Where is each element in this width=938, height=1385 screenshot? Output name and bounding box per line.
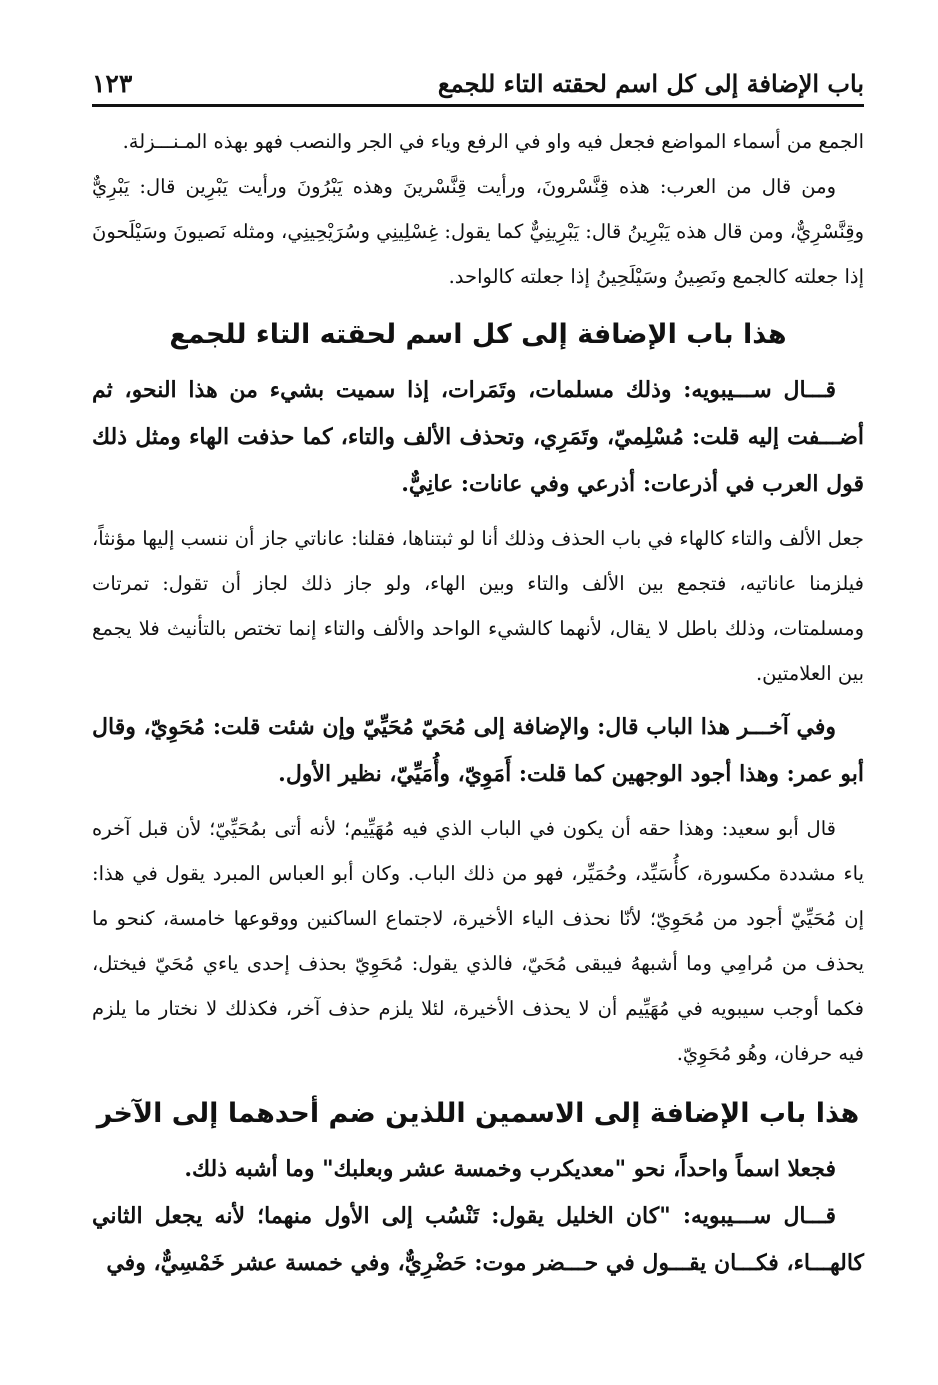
commentary-paragraph: قال أبو سعيد: وهذا حقه أن يكون في الباب الذي فيه مُهَيِّيم؛ لأنه أتى بمُحَيِّيّ؛ لأن قبل آخره ياء مشددة مكسورة، كأُسَيِّد، وحُمَيِّر، فهو من ذلك الباب. وكان أبو العباس المبرد يقول في هذا: إن مُحَيِّيّ أجود من مُحَوِيّ؛ لأنّا نحذف الياء الأخيرة، لاجتماع الساكنين ووقوعها خامسة، كنحو ما يحذف من مُرامِي وما أشبههُ فيبقى مُحَيّ، فالذي يقول: مُحَوِيّ بحذف إحدى ياءي مُحَيّ فيختل، فكما أوجب سيبويه في مُهَيِّيم أن لا يحذف الأخيرة، لئلا يلزم حذف آخر، فكذلك لا نختار ما يلزم فيه حرفان، وهُو مُحَوِيّ. <box>92 817 864 1065</box>
chapter-heading: هذا باب الإضافة إلى الاسمين اللذين ضم أحدهما إلى الآخر <box>96 1098 860 1129</box>
page-body <box>92 119 864 1287</box>
sibawayh-text-paragraph: قـــال ســـيبويه: "كان الخليل يقول: تَنْسُب إلى الأول منهما؛ لأنه يجعل الثاني كالهـــاء، فكـــان يقـــول في حـــضر موت: حَضْرِيٌّ، وفي خمسة عشر خَمْسِيٌّ، وفي <box>92 1203 864 1276</box>
sibawayh-text-paragraph: قـــال ســـيبويه: وذلك مسلمات، وتَمَرات، إذا سميت بشيء من هذا النحو، ثم أضـــفت إليه قلت: مُسْلِميّ، وتَمَرِي، وتحذف الألف والتاء، كما حذفت الهاء ومثل ذلك قول العرب في أذرعات: أذرعي وفي عانات: عانِيٌّ. <box>92 377 864 497</box>
book-page <box>92 40 864 1287</box>
page-header <box>92 40 864 107</box>
running-title: باب الإضافة إلى كل اسم لحقته التاء للجمع <box>437 69 864 98</box>
sibawayh-text-paragraph: وفي آخـــر هذا الباب قال: والإضافة إلى مُحَيّ مُحَيِّيّ وإن شئت قلت: مُحَوِيّ، وقال أبو عمر: وهذا أجود الوجهين كما قلت: أَمَوِيّ، وأُمَيِّيّ، نظير الأول. <box>92 714 864 787</box>
chapter-heading: هذا باب الإضافة إلى كل اسم لحقته التاء للجمع <box>169 319 787 350</box>
commentary-paragraph: الجمع من أسماء المواضع فجعل فيه واو في الرفع وياء في الجر والنصب فهو بهذه المـنـــزلة. <box>122 130 864 153</box>
page-number: ١٢٣ <box>92 69 133 98</box>
commentary-paragraph: جعل الألف والتاء كالهاء في باب الحذف وذلك أنا لو ثبتناها، فقلنا: عاناتي جاز أن ننسب إليها مؤنثاً، فيلزمنا عاناتيه، فتجمع بين الألف والتاء وبين الهاء، ولو جاز ذلك لجاز أن تقول: تمرتات ومسلمتات، وذلك باطل لا يقال، لأنهما كالشيء الواحد والألف والتاء إنما تختص بالتأنيث فلا يجمع بين العلامتين. <box>92 527 864 685</box>
commentary-paragraph: ومن قال من العرب: هذه قِنَّسْرونَ، ورأيت قِنَّسْرينَ وهذه يَبْرُونَ ورأيت يَبْرِين قال: يَبْرِيٌّ وقِنَّسْرِيٌّ، ومن قال هذه يَبْرِينُ قال: يَبْرِينِيٌّ كما يقول: غِسْلِينِي وسُرَيْحِينِي، ومثله نَصيونَ وسَيْلَحونَ إذا جعلته كالجمع ونَصِينُ وسَيْلَحِينُ إذا جعلته كالواحد. <box>92 175 864 288</box>
chapter-subtitle: فجعلا اسماً واحداً، نحو "معديكرب وخمسة عشر وبعلبك" وما أشبه ذلك. <box>184 1156 836 1182</box>
